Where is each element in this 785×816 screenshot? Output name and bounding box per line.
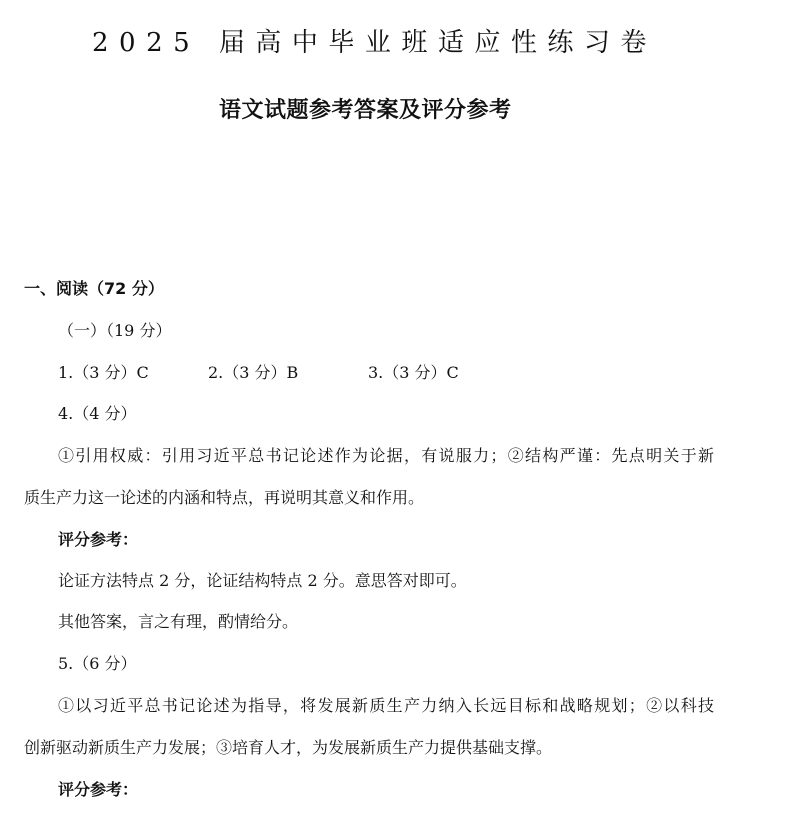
document-subtitle: 语文试题参考答案及评分参考 — [219, 98, 512, 123]
q4-answer-line2: 质生产力这一论述的内涵和特点，再说明其意义和作用。 — [24, 488, 425, 507]
subsection-heading: （一）（19 分） — [58, 321, 172, 340]
q4-scoring-label: 评分参考： — [58, 530, 139, 549]
q5-answer-line1: ①以习近平总书记论述为指导，将发展新质生产力纳入长远目标和战略规划；②以科技 — [58, 696, 714, 715]
q5-scoring-label: 评分参考： — [58, 780, 139, 799]
q4-answer-line1: ①引用权威：引用习近平总书记论述作为论据，有说服力；②结构严谨：先点明关于新 — [58, 446, 714, 465]
exam-title: 2025 届高中毕业班适应性练习卷 — [92, 28, 657, 58]
q5-heading: 5.（6 分） — [58, 654, 137, 673]
q4-heading: 4.（4 分） — [58, 404, 137, 423]
answer-q1: 1.（3 分）C — [58, 363, 149, 382]
q5-answer-line2: 创新驱动新质生产力发展；③培育人才，为发展新质生产力提供基础支撑。 — [24, 738, 553, 757]
answer-q3: 3.（3 分）C — [368, 363, 459, 382]
q4-scoring-line2: 其他答案，言之有理，酌情给分。 — [58, 612, 299, 631]
section-heading-reading: 一、阅读（72 分） — [24, 279, 164, 298]
q4-scoring-line1: 论证方法特点 2 分，论证结构特点 2 分。意思答对即可。 — [58, 571, 467, 590]
answer-q2: 2.（3 分）B — [208, 363, 299, 382]
